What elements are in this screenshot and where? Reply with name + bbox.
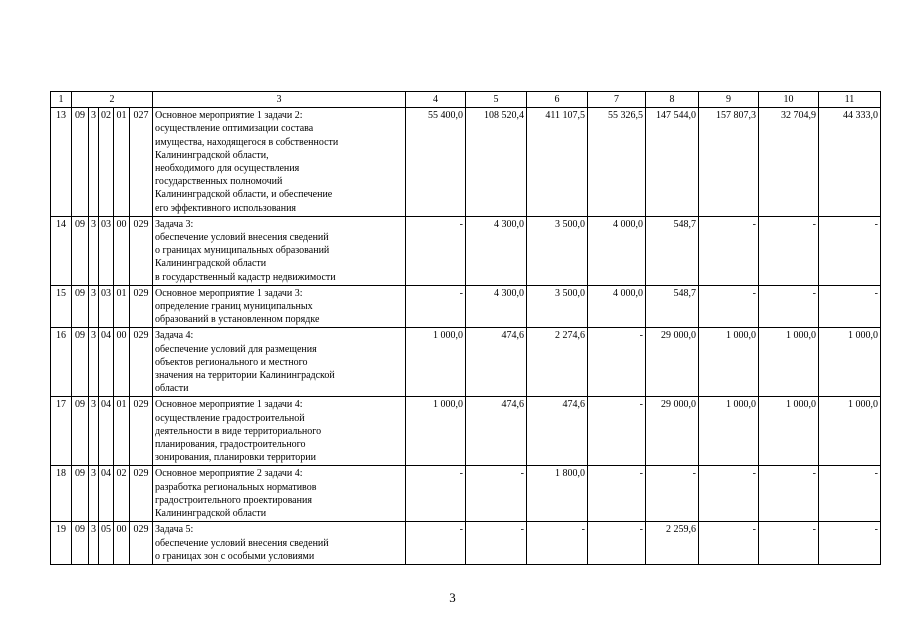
column-number: 9 (699, 92, 759, 108)
code-program: 3 (89, 285, 99, 328)
value-cell-col8: - (646, 466, 699, 522)
value-cell-col5: 4 300,0 (466, 216, 527, 285)
code-activity: 00 (114, 522, 130, 565)
value-cell-col9: - (699, 522, 759, 565)
value-cell-col6: 2 274,6 (527, 328, 588, 397)
description-line: определение границ муниципальных (155, 301, 313, 313)
column-number: 8 (646, 92, 699, 108)
code-subprogram: 04 (99, 328, 114, 397)
table-row (51, 466, 881, 522)
description-line: Задача 4: (155, 330, 194, 342)
code-subprogram: 03 (99, 216, 114, 285)
value-cell-col8: 147 544,0 (646, 108, 699, 217)
code-section: 09 (72, 108, 89, 217)
description-line: Калининградской области (155, 508, 267, 520)
code-activity: 02 (114, 466, 130, 522)
value-cell-col8: 548,7 (646, 216, 699, 285)
value-cell-col6: 3 500,0 (527, 216, 588, 285)
code-subprogram: 05 (99, 522, 114, 565)
value-cell-col8: 548,7 (646, 285, 699, 328)
code-target: 029 (130, 522, 153, 565)
code-subprogram: 03 (99, 285, 114, 328)
value-cell-col10: - (759, 466, 819, 522)
code-target: 029 (130, 216, 153, 285)
value-cell-col11: - (819, 285, 881, 328)
value-cell-col11: 1 000,0 (819, 397, 881, 466)
value-cell-col11: - (819, 466, 881, 522)
value-cell-col4: 1 000,0 (406, 328, 466, 397)
description-line: планирования, градостроительного (155, 439, 306, 451)
value-cell-col7: - (588, 328, 646, 397)
value-cell-col4: - (406, 466, 466, 522)
row-number: 16 (51, 328, 72, 397)
column-number: 2 (72, 92, 153, 108)
value-cell-col7: - (588, 397, 646, 466)
row-number: 13 (51, 108, 72, 217)
activity-description (153, 108, 406, 217)
table-row (51, 108, 881, 217)
column-number: 5 (466, 92, 527, 108)
value-cell-col10: 1 000,0 (759, 328, 819, 397)
code-program: 3 (89, 108, 99, 217)
code-program: 3 (89, 397, 99, 466)
row-number: 15 (51, 285, 72, 328)
value-cell-col11: 1 000,0 (819, 328, 881, 397)
value-cell-col7: 4 000,0 (588, 216, 646, 285)
description-line: Калининградской области, (155, 149, 269, 161)
page-number: 3 (449, 590, 456, 605)
value-cell-col8: 29 000,0 (646, 328, 699, 397)
value-cell-col4: - (406, 216, 466, 285)
code-target: 027 (130, 108, 153, 217)
code-program: 3 (89, 466, 99, 522)
code-target: 029 (130, 397, 153, 466)
value-cell-col6: - (527, 522, 588, 565)
value-cell-col11: 44 333,0 (819, 108, 881, 217)
code-section: 09 (72, 522, 89, 565)
description-line: осуществление оптимизации состава (155, 123, 314, 135)
value-cell-col4: 55 400,0 (406, 108, 466, 217)
value-cell-col5: 474,6 (466, 328, 527, 397)
activity-description (153, 328, 406, 397)
column-number: 11 (819, 92, 881, 108)
description-line: имущества, находящегося в собственности (155, 136, 339, 148)
code-activity: 00 (114, 328, 130, 397)
program-table (50, 91, 881, 565)
value-cell-col9: - (699, 285, 759, 328)
column-number-row (51, 92, 881, 108)
value-cell-col9: 1 000,0 (699, 328, 759, 397)
description-line: Основное мероприятие 2 задачи 4: (155, 468, 303, 480)
value-cell-col4: - (406, 285, 466, 328)
value-cell-col10: - (759, 522, 819, 565)
value-cell-col6: 474,6 (527, 397, 588, 466)
row-number: 18 (51, 466, 72, 522)
activity-description (153, 285, 406, 328)
value-cell-col5: - (466, 522, 527, 565)
code-section: 09 (72, 328, 89, 397)
value-cell-col8: 2 259,6 (646, 522, 699, 565)
description-line: Основное мероприятие 1 задачи 2: (155, 110, 303, 122)
value-cell-col4: - (406, 522, 466, 565)
value-cell-col5: 108 520,4 (466, 108, 527, 217)
value-cell-col9: - (699, 216, 759, 285)
code-subprogram: 04 (99, 397, 114, 466)
code-activity: 01 (114, 285, 130, 328)
description-line: градостроительного проектирования (155, 494, 312, 506)
value-cell-col10: - (759, 216, 819, 285)
column-number: 1 (51, 92, 72, 108)
code-target: 029 (130, 466, 153, 522)
code-subprogram: 02 (99, 108, 114, 217)
table-body (51, 92, 881, 565)
description-line: области (155, 383, 189, 395)
description-line: разработка региональных нормативов (155, 481, 317, 493)
value-cell-col7: - (588, 522, 646, 565)
code-section: 09 (72, 216, 89, 285)
description-line: объектов регионального и местного (155, 356, 308, 368)
description-line: в государственный кадастр недвижимости (155, 271, 336, 283)
table-row (51, 397, 881, 466)
column-number: 3 (153, 92, 406, 108)
value-cell-col6: 1 800,0 (527, 466, 588, 522)
activity-description (153, 216, 406, 285)
description-line: образований в установленном порядке (155, 314, 320, 326)
value-cell-col5: 474,6 (466, 397, 527, 466)
description-line: деятельности в виде территориального (155, 425, 322, 437)
row-number: 17 (51, 397, 72, 466)
table-row (51, 216, 881, 285)
code-section: 09 (72, 285, 89, 328)
description-line: обеспечение условий для размещения (155, 343, 317, 355)
value-cell-col7: 4 000,0 (588, 285, 646, 328)
column-number: 7 (588, 92, 646, 108)
value-cell-col9: 1 000,0 (699, 397, 759, 466)
code-activity: 01 (114, 397, 130, 466)
description-line: о границах зон с особыми условиями (155, 550, 315, 562)
description-line: Основное мероприятие 1 задачи 4: (155, 399, 303, 411)
value-cell-col9: 157 807,3 (699, 108, 759, 217)
code-section: 09 (72, 466, 89, 522)
value-cell-col6: 411 107,5 (527, 108, 588, 217)
description-line: зонирования, планировки территории (155, 452, 316, 464)
description-line: государственных полномочий (155, 176, 283, 188)
value-cell-col10: - (759, 285, 819, 328)
description-line: обеспечение условий внесения сведений (155, 537, 329, 549)
description-line: обеспечение условий внесения сведений (155, 232, 329, 244)
code-program: 3 (89, 328, 99, 397)
row-number: 19 (51, 522, 72, 565)
description-line: его эффективного использования (155, 202, 297, 214)
column-number: 4 (406, 92, 466, 108)
description-line: необходимого для осуществления (155, 163, 300, 175)
value-cell-col9: - (699, 466, 759, 522)
row-number: 14 (51, 216, 72, 285)
value-cell-col6: 3 500,0 (527, 285, 588, 328)
description-line: Основное мероприятие 1 задачи 3: (155, 287, 303, 299)
code-target: 029 (130, 328, 153, 397)
description-line: Калининградской области (155, 258, 267, 270)
description-line: значения на территории Калининградской (155, 370, 335, 382)
value-cell-col11: - (819, 216, 881, 285)
code-section: 09 (72, 397, 89, 466)
value-cell-col8: 29 000,0 (646, 397, 699, 466)
table-row (51, 285, 881, 328)
value-cell-col7: - (588, 466, 646, 522)
value-cell-col7: 55 326,5 (588, 108, 646, 217)
value-cell-col4: 1 000,0 (406, 397, 466, 466)
code-program: 3 (89, 522, 99, 565)
code-program: 3 (89, 216, 99, 285)
activity-description (153, 522, 406, 565)
column-number: 6 (527, 92, 588, 108)
table-row (51, 522, 881, 565)
description-line: Задача 3: (155, 218, 194, 230)
column-number: 10 (759, 92, 819, 108)
description-line: осуществление градостроительной (155, 412, 305, 424)
value-cell-col11: - (819, 522, 881, 565)
value-cell-col10: 32 704,9 (759, 108, 819, 217)
description-line: Калининградской области, и обеспечение (155, 189, 333, 201)
value-cell-col5: - (466, 466, 527, 522)
description-line: Задача 5: (155, 524, 194, 536)
code-activity: 01 (114, 108, 130, 217)
activity-description (153, 397, 406, 466)
table-row (51, 328, 881, 397)
code-subprogram: 04 (99, 466, 114, 522)
description-line: о границах муниципальных образований (155, 245, 330, 257)
code-target: 029 (130, 285, 153, 328)
code-activity: 00 (114, 216, 130, 285)
value-cell-col5: 4 300,0 (466, 285, 527, 328)
activity-description (153, 466, 406, 522)
value-cell-col10: 1 000,0 (759, 397, 819, 466)
